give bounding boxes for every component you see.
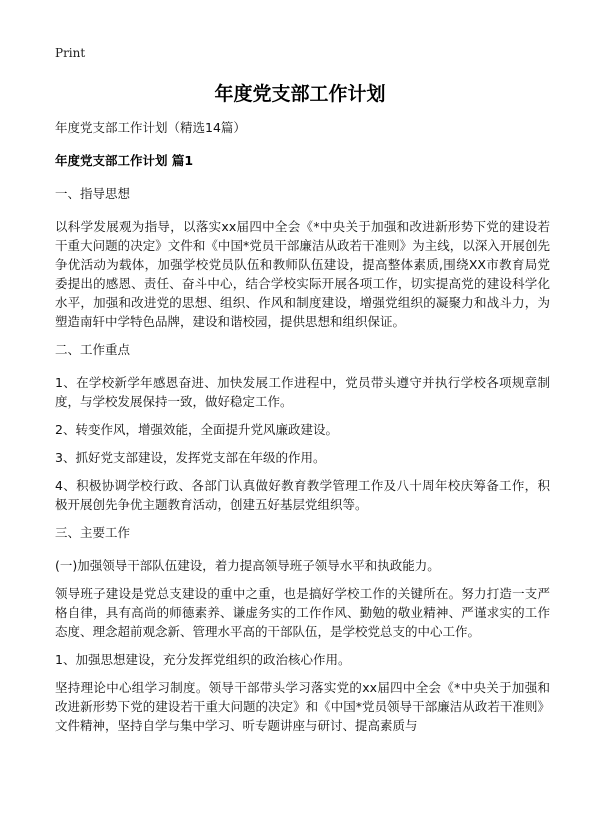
paragraph: 1、加强思想建设，充分发挥党组织的政治核心作用。	[55, 652, 351, 667]
paragraph: 坚持理论中心组学习制度。领导干部带头学习落实党的xx届四中全会《*中央关于加强和改进新形势下党的建设若干重大问题的决定》和《中国*党员领导干部廉洁从政若干准则》文件精神，坚持自学与集中学习、听专题讲座与研讨、提高素质与	[55, 680, 550, 733]
paragraph: 领导班子建设是党总支建设的重中之重，也是搞好学校工作的关键所在。努力打造一支严格自律，具有高尚的师德素养、谦虚务实的工作作风、勤勉的敬业精神、严谨求实的工作态度、理念超前观念新、管理水平高的干部队伍，是学校党总支的中心工作。	[55, 586, 550, 639]
paragraph: 1、在学校新学年感恩奋进、加快发展工作进程中，党员带头遵守并执行学校各项规章制度，与学校发展保持一致，做好稳定工作。	[55, 375, 550, 409]
paragraph: 一、指导思想	[55, 186, 131, 201]
paragraph: (一)加强领导干部队伍建设，着力提高领导班子领导水平和执政能力。	[55, 558, 440, 573]
section-title: 年度党支部工作计划 篇1	[55, 153, 194, 168]
paragraph: 二、工作重点	[55, 342, 131, 357]
document-subtitle: 年度党支部工作计划（精选14篇）	[55, 120, 246, 135]
paragraph: 4、积极协调学校行政、各部门认真做好教育教学管理工作及八十周年校庆筹备工作，积极开展创先争优主题教育活动，创建五好基层党组织等。	[55, 478, 550, 512]
paragraph: 以科学发展观为指导，以落实xx届四中全会《*中央关于加强和改进新形势下党的建设若干重大问题的决定》文件和《中国*党员干部廉洁从政若干准则》为主线，以深入开展创先争优活动为载体，加强学校党员队伍和教师队伍建设，提高整体素质,围绕XX市教育局党委提出的感恩、责任、奋斗中心，结合学校实际开展各项工作，切实提高党的建设科学化水平，加强和改进党的思想、组织、作风和制度建设，增强党组织的凝聚力和战斗力，为塑造南轩中学特色品牌，建设和谐校园，提供思想和组织保证。	[55, 219, 550, 329]
paragraph: 三、主要工作	[55, 525, 131, 540]
document-title: 年度党支部工作计划	[214, 83, 386, 105]
paragraph: 2、转变作风，增强效能，全面提升党风廉政建设。	[55, 422, 338, 437]
paragraph: 3、抓好党支部建设，发挥党支部在年级的作用。	[55, 450, 326, 465]
document-body	[55, 118, 550, 744]
print-label: Print	[55, 46, 86, 60]
